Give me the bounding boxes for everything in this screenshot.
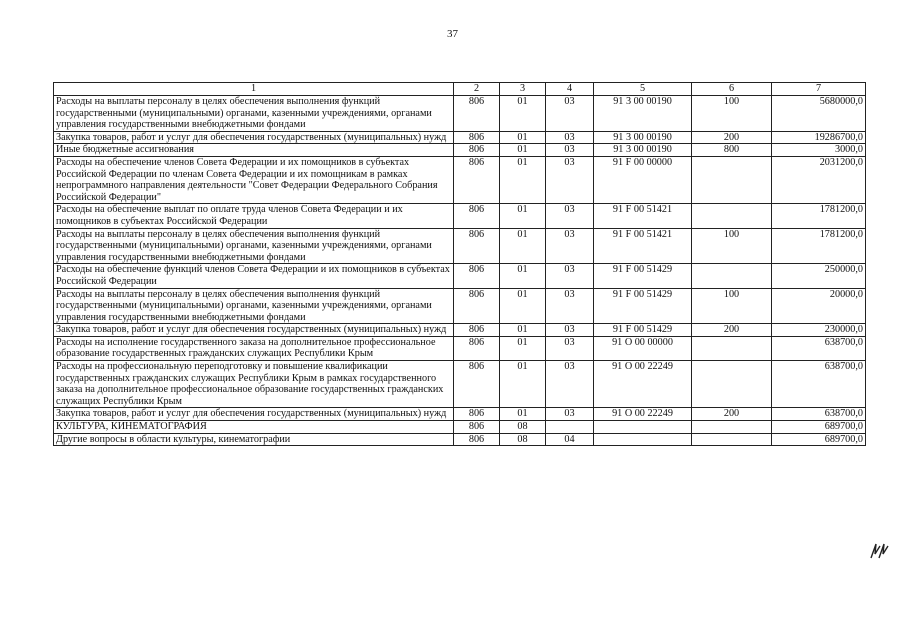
table-row	[54, 144, 866, 157]
cell-ministry: 806	[454, 228, 500, 264]
cell-expense-type: 800	[692, 144, 772, 157]
cell-amount: 5680000,0	[772, 96, 866, 132]
table-row	[54, 228, 866, 264]
cell-amount: 638700,0	[772, 408, 866, 421]
cell-subsection: 03	[546, 96, 594, 132]
cell-ministry: 806	[454, 433, 500, 446]
row-name: Закупка товаров, работ и услуг для обеспечения государственных (муниципальных) нужд	[54, 324, 454, 337]
cell-section: 01	[500, 96, 546, 132]
cell-expense-type: 200	[692, 131, 772, 144]
cell-expense-type	[692, 336, 772, 360]
row-name: Другие вопросы в области культуры, кинематографии	[54, 433, 454, 446]
cell-amount: 3000,0	[772, 144, 866, 157]
cell-target-code: 91 F 00 51429	[594, 324, 692, 337]
column-header: 6	[692, 83, 772, 96]
cell-subsection	[546, 421, 594, 434]
column-header: 7	[772, 83, 866, 96]
cell-target-code: 91 О 00 00000	[594, 336, 692, 360]
cell-ministry: 806	[454, 336, 500, 360]
cell-target-code	[594, 421, 692, 434]
column-header: 1	[54, 83, 454, 96]
column-header: 3	[500, 83, 546, 96]
cell-amount: 20000,0	[772, 288, 866, 324]
cell-amount: 2031200,0	[772, 156, 866, 203]
table-row	[54, 361, 866, 408]
column-header: 4	[546, 83, 594, 96]
cell-target-code: 91 F 00 51421	[594, 228, 692, 264]
cell-ministry: 806	[454, 131, 500, 144]
cell-ministry: 806	[454, 288, 500, 324]
cell-target-code: 91 F 00 51429	[594, 264, 692, 288]
cell-subsection: 03	[546, 408, 594, 421]
cell-target-code: 91 О 00 22249	[594, 361, 692, 408]
cell-expense-type	[692, 156, 772, 203]
cell-amount: 689700,0	[772, 433, 866, 446]
table-row	[54, 264, 866, 288]
row-name: Расходы на выплаты персоналу в целях обеспечения выполнения функций государственными (муниципальными) органами, казенными учреждениями, органами управления государственными внебюджетными фондами	[54, 96, 454, 132]
cell-section: 01	[500, 408, 546, 421]
cell-expense-type	[692, 361, 772, 408]
cell-target-code: 91 F 00 51429	[594, 288, 692, 324]
table-row	[54, 433, 866, 446]
cell-subsection: 03	[546, 288, 594, 324]
cell-subsection: 03	[546, 324, 594, 337]
row-name: Расходы на обеспечение членов Совета Федерации и их помощников в субъектах Российской Федерации по членам Совета Федерации и их помощникам в рамках непрограммного направления деятельности "Совет Федерации Федерального Собрания Российской Федерации"	[54, 156, 454, 203]
cell-ministry: 806	[454, 204, 500, 228]
cell-section: 01	[500, 131, 546, 144]
cell-target-code: 91 3 00 00190	[594, 96, 692, 132]
cell-expense-type: 100	[692, 228, 772, 264]
cell-section: 08	[500, 421, 546, 434]
cell-section: 01	[500, 228, 546, 264]
cell-expense-type	[692, 204, 772, 228]
row-name: Расходы на выплаты персоналу в целях обеспечения выполнения функций государственными (муниципальными) органами, казенными учреждениями, органами управления государственными внебюджетными фондами	[54, 228, 454, 264]
cell-section: 01	[500, 324, 546, 337]
cell-expense-type: 200	[692, 324, 772, 337]
cell-subsection: 03	[546, 264, 594, 288]
cell-ministry: 806	[454, 361, 500, 408]
cell-ministry: 806	[454, 408, 500, 421]
cell-ministry: 806	[454, 144, 500, 157]
table-row	[54, 156, 866, 203]
cell-subsection: 03	[546, 228, 594, 264]
cell-target-code: 91 3 00 00190	[594, 131, 692, 144]
table-row	[54, 336, 866, 360]
row-name: Расходы на профессиональную переподготовку и повышение квалификации государственных гражданских служащих Республики Крым в рамках государственного заказа на дополнительное профессиональное образование государственных гражданских служащих Республики Крым	[54, 361, 454, 408]
cell-subsection: 03	[546, 144, 594, 157]
table-row	[54, 408, 866, 421]
cell-subsection: 03	[546, 361, 594, 408]
cell-section: 01	[500, 336, 546, 360]
cell-target-code: 91 F 00 00000	[594, 156, 692, 203]
cell-ministry: 806	[454, 96, 500, 132]
cell-expense-type	[692, 264, 772, 288]
cell-target-code	[594, 433, 692, 446]
cell-amount: 250000,0	[772, 264, 866, 288]
row-name: КУЛЬТУРА, КИНЕМАТОГРАФИЯ	[54, 421, 454, 434]
cell-subsection: 03	[546, 336, 594, 360]
row-name: Расходы на исполнение государственного заказа на дополнительное профессиональное образование государственных гражданских служащих Республики Крым	[54, 336, 454, 360]
cell-amount: 638700,0	[772, 336, 866, 360]
page-number: 37	[447, 28, 458, 40]
table-row	[54, 204, 866, 228]
cell-section: 01	[500, 204, 546, 228]
header-row	[54, 83, 866, 96]
budget-table	[53, 82, 866, 446]
row-name: Расходы на выплаты персоналу в целях обеспечения выполнения функций государственными (муниципальными) органами, казенными учреждениями, органами управления государственными внебюджетными фондами	[54, 288, 454, 324]
cell-amount: 638700,0	[772, 361, 866, 408]
cell-expense-type: 200	[692, 408, 772, 421]
table-row	[54, 288, 866, 324]
table-row	[54, 96, 866, 132]
cell-expense-type: 100	[692, 288, 772, 324]
cell-target-code: 91 О 00 22249	[594, 408, 692, 421]
column-header: 5	[594, 83, 692, 96]
cell-section: 08	[500, 433, 546, 446]
cell-ministry: 806	[454, 421, 500, 434]
cell-section: 01	[500, 156, 546, 203]
cell-target-code: 91 F 00 51421	[594, 204, 692, 228]
cell-expense-type: 100	[692, 96, 772, 132]
cell-ministry: 806	[454, 264, 500, 288]
row-name: Закупка товаров, работ и услуг для обеспечения государственных (муниципальных) нужд	[54, 131, 454, 144]
cell-section: 01	[500, 264, 546, 288]
row-name: Расходы на обеспечение выплат по оплате труда членов Совета Федерации и их помощников в субъектах Российской Федерации	[54, 204, 454, 228]
cell-amount: 689700,0	[772, 421, 866, 434]
table-row	[54, 421, 866, 434]
cell-subsection: 03	[546, 131, 594, 144]
cell-target-code: 91 3 00 00190	[594, 144, 692, 157]
column-header: 2	[454, 83, 500, 96]
cell-subsection: 04	[546, 433, 594, 446]
cell-section: 01	[500, 361, 546, 408]
cell-ministry: 806	[454, 324, 500, 337]
signature-mark	[868, 538, 892, 562]
cell-amount: 1781200,0	[772, 228, 866, 264]
row-name: Закупка товаров, работ и услуг для обеспечения государственных (муниципальных) нужд	[54, 408, 454, 421]
row-name: Расходы на обеспечение функций членов Совета Федерации и их помощников в субъектах Российской Федерации	[54, 264, 454, 288]
row-name: Иные бюджетные ассигнования	[54, 144, 454, 157]
cell-amount: 19286700,0	[772, 131, 866, 144]
cell-ministry: 806	[454, 156, 500, 203]
cell-expense-type	[692, 433, 772, 446]
table-row	[54, 131, 866, 144]
table-row	[54, 324, 866, 337]
cell-subsection: 03	[546, 204, 594, 228]
cell-amount: 230000,0	[772, 324, 866, 337]
cell-amount: 1781200,0	[772, 204, 866, 228]
cell-subsection: 03	[546, 156, 594, 203]
cell-section: 01	[500, 144, 546, 157]
cell-section: 01	[500, 288, 546, 324]
cell-expense-type	[692, 421, 772, 434]
